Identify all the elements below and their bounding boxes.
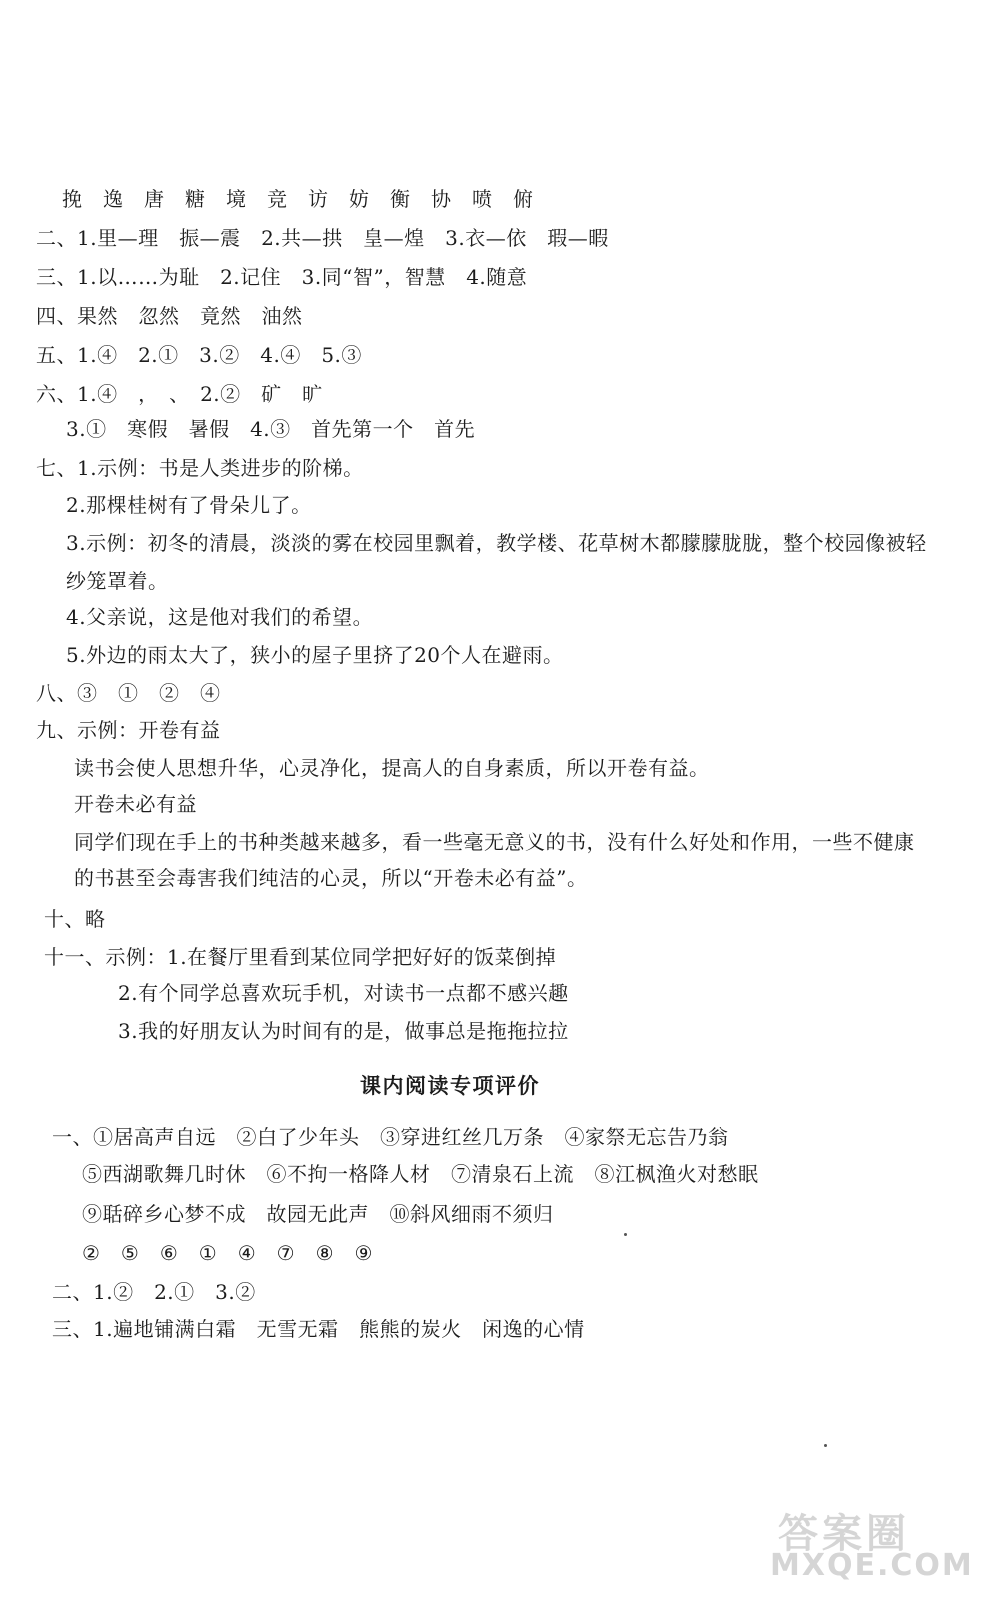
answer-line: 3.示例：初冬的清晨，淡淡的雾在校园里飘着，教学楼、花草树木都朦朦胧胧，整个校园像被轻 (66, 531, 927, 555)
answer-line: 三、1.遍地铺满白霜 无雪无霜 熊熊的炭火 闲逸的心情 (52, 1317, 585, 1341)
answer-line: 挽 逸 唐 糖 境 竞 访 妨 衡 协 喷 俯 (62, 187, 534, 211)
answer-line: 读书会使人思想升华，心灵净化，提高人的自身素质，所以开卷有益。 (74, 756, 710, 780)
answer-line: 三、1.以……为耻 2.记住 3.同“智”，智慧 4.随意 (36, 265, 528, 289)
answer-line: 同学们现在手上的书种类越来越多，看一些毫无意义的书，没有什么好处和作用，一些不健康 (74, 830, 915, 854)
answer-line: 一、①居高声自远 ②白了少年头 ③穿进红丝几万条 ④家祭无忘告乃翁 (52, 1125, 729, 1149)
answer-line: 二、1.里—理 振—震 2.共—拱 皇—煌 3.衣—依 瑕—暇 (36, 226, 609, 250)
answer-line: ② ⑤ ⑥ ① ④ ⑦ ⑧ ⑨ (82, 1241, 373, 1265)
answer-line: 开卷未必有益 (74, 792, 197, 816)
watermark-chars: 答案圈 (778, 1511, 910, 1557)
watermark-site: MXQE.COM (770, 1548, 974, 1583)
answer-line: 五、1.④ 2.① 3.② 4.④ 5.③ (36, 343, 362, 367)
answer-line: 九、示例：开卷有益 (36, 718, 221, 742)
scan-speck (624, 1233, 627, 1236)
answer-line: 2.有个同学总喜欢玩手机，对读书一点都不感兴趣 (118, 981, 569, 1005)
answer-line: 十一、示例：1.在餐厅里看到某位同学把好好的饭菜倒掉 (44, 945, 557, 969)
answer-line: 七、1.示例：书是人类进步的阶梯。 (36, 456, 364, 480)
answer-line: 四、果然 忽然 竟然 油然 (36, 304, 303, 328)
answer-line: ⑨聒碎乡心梦不成 故园无此声 ⑩斜风细雨不须归 (82, 1202, 554, 1226)
answer-line: 十、略 (44, 907, 106, 931)
answer-line: 纱笼罩着。 (66, 569, 169, 593)
answer-line: 六、1.④ ， 、 2.② 矿 旷 (36, 382, 323, 406)
section-title: 课内阅读专项评价 (360, 1074, 540, 1098)
answer-line: 4.父亲说，这是他对我们的希望。 (66, 605, 374, 629)
answer-line: 5.外边的雨太大了，狭小的屋子里挤了20个人在避雨。 (66, 643, 564, 667)
answer-line: 3.① 寒假 暑假 4.③ 首先第一个 首先 (66, 417, 476, 441)
answer-line: 的书甚至会毒害我们纯洁的心灵，所以“开卷未必有益”。 (74, 866, 588, 890)
watermark-logo (768, 1502, 978, 1582)
answer-line: 3.我的好朋友认为时间有的是，做事总是拖拖拉拉 (118, 1019, 569, 1043)
answer-line: 八、③ ① ② ④ (36, 681, 221, 705)
answer-line: 2.那棵桂树有了骨朵儿了。 (66, 493, 312, 517)
answer-line: 二、1.② 2.① 3.② (52, 1280, 256, 1304)
answer-line: ⑤西湖歌舞几时休 ⑥不拘一格降人材 ⑦清泉石上流 ⑧江枫渔火对愁眠 (82, 1162, 759, 1186)
scan-speck (824, 1444, 827, 1447)
